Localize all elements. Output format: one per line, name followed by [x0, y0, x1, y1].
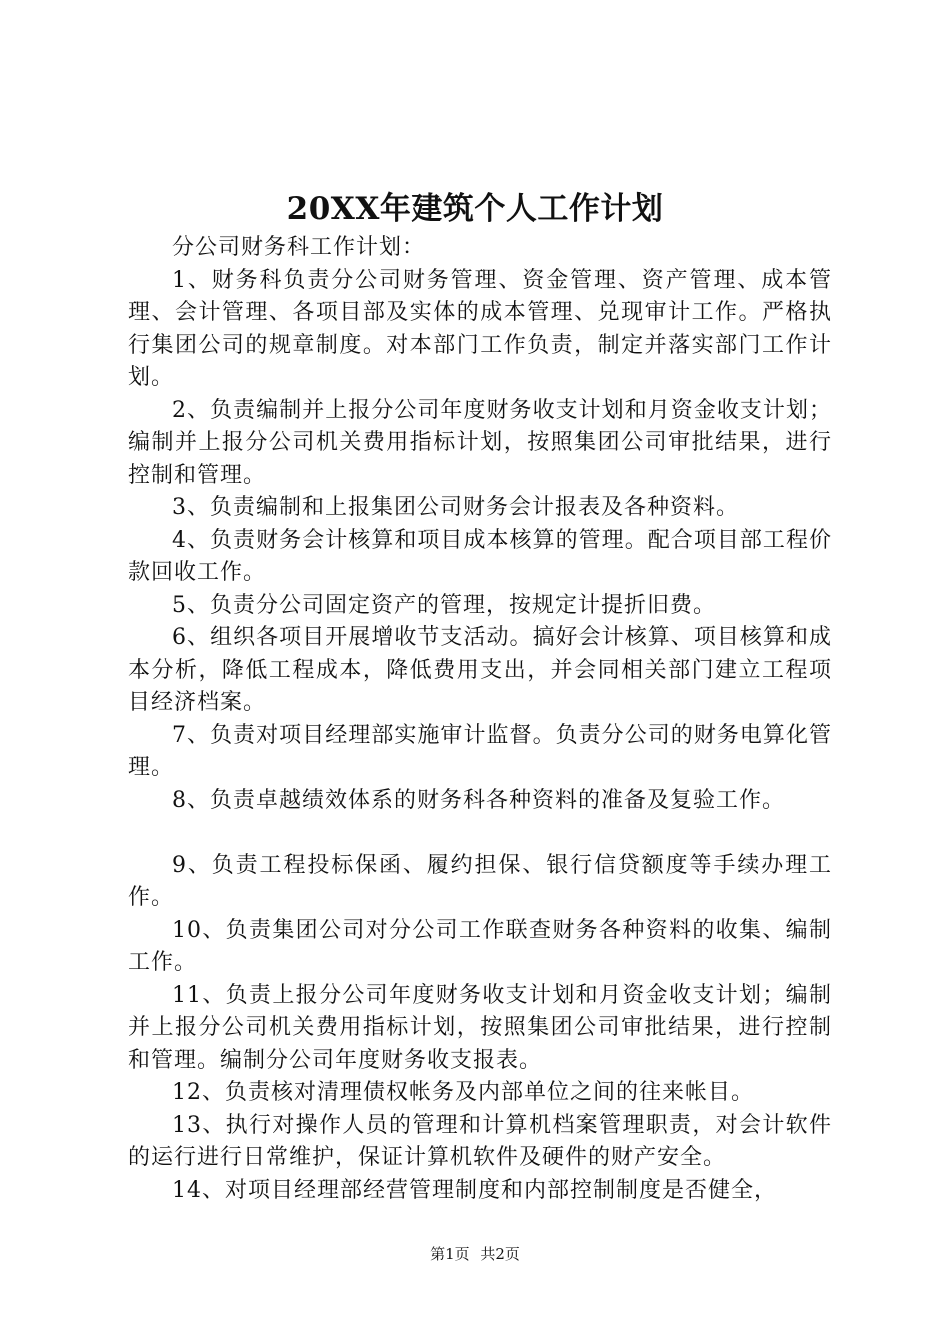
- paragraph-item-7: 7、负责对项目经理部实施审计监督。负责分公司的财务电算化管理。: [128, 722, 832, 780]
- paragraph-spacer: [128, 817, 832, 850]
- paragraph-item-14: 14、对项目经理部经营管理制度和内部控制制度是否健全，: [172, 1177, 777, 1203]
- paragraph-item-13: 13、执行对操作人员的管理和计算机档案管理职责，对会计软件的运行进行日常维护，保证计算机软件及硬件的财产安全。: [128, 1112, 832, 1170]
- paragraph-item-8: 8、负责卓越绩效体系的财务科各种资料的准备及复验工作。: [172, 787, 785, 813]
- paragraph-item-11: 11、负责上报分公司年度财务收支计划和月资金收支计划；编制并上报分公司机关费用指标计划，按照集团公司审批结果，进行控制和管理。编制分公司年度财务收支报表。: [128, 982, 832, 1073]
- paragraph-item-3: 3、负责编制和上报集团公司财务会计报表及各种资料。: [172, 495, 739, 520]
- paragraph-item-10: 10、负责集团公司对分公司工作联查财务各种资料的收集、编制工作。: [128, 917, 832, 975]
- paragraph-item-6: 6、组织各项目开展增收节支活动。搞好会计核算、项目核算和成本分析，降低工程成本，降低费用支出，并会同相关部门建立工程项目经济档案。: [128, 625, 832, 715]
- page-footer: [0, 1244, 950, 1264]
- page-number-current: 第1页: [430, 1245, 470, 1263]
- paragraph-item-9: 9、负责工程投标保函、履约担保、银行信贷额度等手续办理工作。: [128, 852, 832, 910]
- paragraph-item-1: 1、财务科负责分公司财务管理、资金管理、资产管理、成本管理、会计管理、各项目部及实体的成本管理、兑现审计工作。严格执行集团公司的规章制度。对本部门工作负责，制定并落实部门工作计划。: [128, 267, 832, 390]
- document-title: 20XX年建筑个人工作计划: [286, 191, 664, 227]
- paragraph-intro: 分公司财务科工作计划：: [172, 235, 426, 260]
- document-body: [128, 232, 832, 1207]
- paragraph-item-5: 5、负责分公司固定资产的管理，按规定计提折旧费。: [172, 592, 716, 618]
- paragraph-item-2: 2、负责编制并上报分公司年度财务收支计划和月资金收支计划；编制并上报分公司机关费用指标计划，按照集团公司审批结果，进行控制和管理。: [128, 397, 832, 488]
- paragraph-item-12: 12、负责核对清理债权帐务及内部单位之间的往来帐目。: [172, 1080, 754, 1105]
- page-number-total: 共2页: [480, 1245, 520, 1263]
- paragraph-item-4: 4、负责财务会计核算和项目成本核算的管理。配合项目部工程价款回收工作。: [128, 527, 832, 585]
